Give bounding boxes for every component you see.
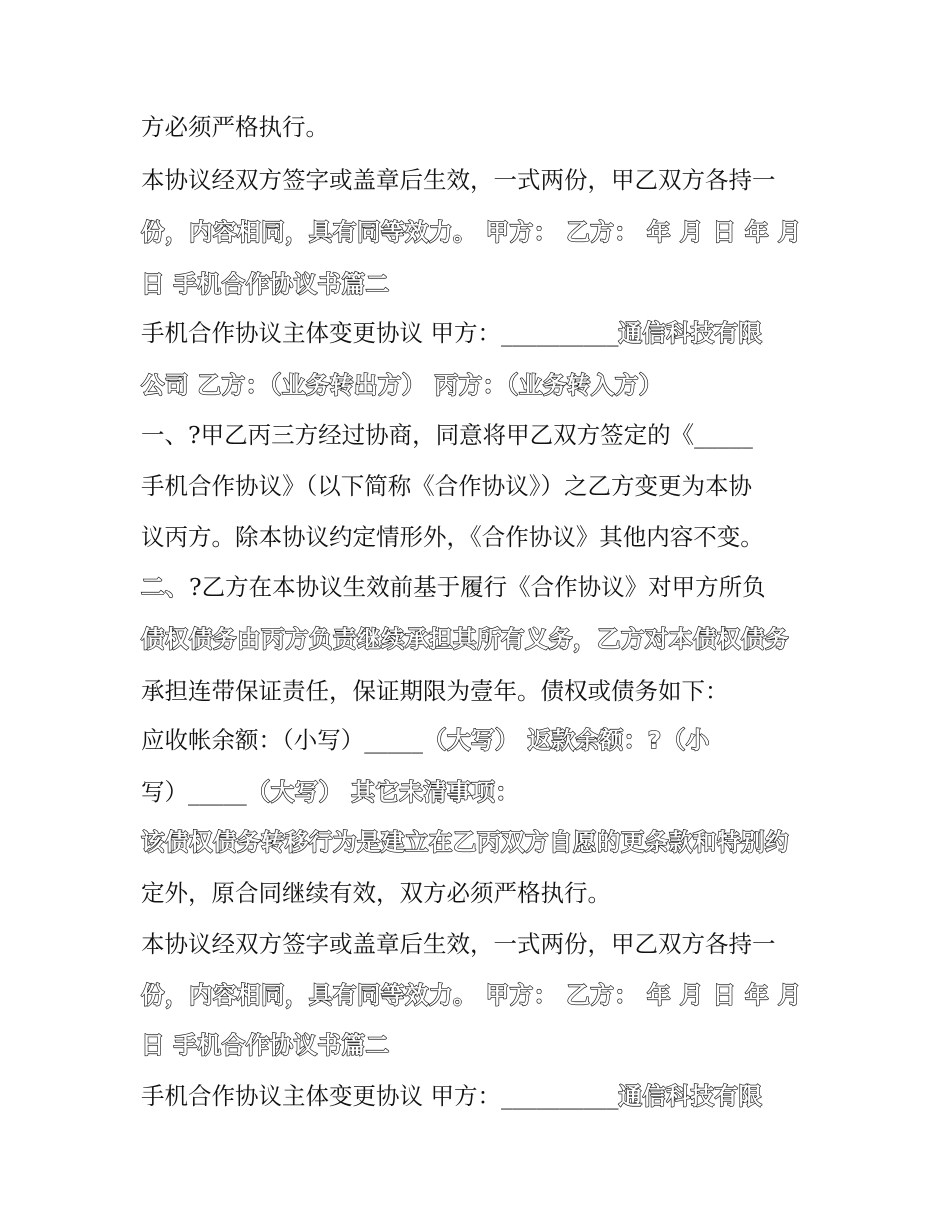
text-line — [141, 720, 710, 760]
section-heading: 日 手机合作协议书篇二 — [141, 1031, 390, 1059]
text-line — [141, 619, 789, 659]
text-line — [141, 365, 663, 405]
text-line — [141, 822, 789, 862]
text-segment: （大写） 其它未清事项： — [246, 778, 520, 806]
text-segment: 应收帐余额：（小写）_____ — [141, 726, 423, 754]
text-segment: 手机合作协议主体变更协议 甲方：__________ — [141, 319, 619, 347]
text-segment: 份，内容相同，具有同等效力。 甲方： 乙方： 年 月 日 年 月 — [141, 981, 802, 1009]
text-segment: 通信科技有限 — [618, 1082, 763, 1110]
text-segment: 本协议经双方签字或盖章后生效，一式两份，甲乙双方各持一 — [141, 166, 776, 194]
text-segment: 手机合作协议主体变更协议 甲方：__________ — [141, 1082, 619, 1110]
text-segment: 议丙方。除本协议约定情形外，《合作协议》其他内容不变。 — [141, 523, 764, 551]
text-line — [141, 517, 764, 557]
text-segment: 债权债务由丙方负责继续承担其所有义务，乙方对本债权债务 — [141, 625, 789, 653]
text-segment: 本协议经双方签字或盖章后生效，一式两份，甲乙双方各持一 — [141, 930, 776, 958]
text-segment: 通信科技有限 — [618, 319, 763, 347]
text-segment: 手机合作协议》（以下简称《合作协议》）之乙方变更为本协 — [141, 472, 752, 500]
text-line — [141, 567, 766, 607]
text-line — [141, 873, 611, 913]
text-segment: （大写） 返款余额：?（小 — [423, 726, 710, 754]
text-segment: 方必须严格执行。 — [141, 113, 329, 141]
text-line — [141, 264, 390, 304]
text-segment: 公司 乙方：（业务转出方） 丙方：（业务转入方） — [141, 371, 663, 399]
text-segment: 二、 — [141, 573, 189, 601]
text-segment: 定外，原合同继续有效，双方必须严格执行。 — [141, 879, 611, 907]
text-line — [141, 671, 729, 711]
text-line — [141, 313, 762, 353]
text-line — [141, 924, 776, 964]
text-segment: 份，内容相同，具有同等效力。 甲方： 乙方： 年 月 日 年 月 — [141, 218, 802, 246]
text-line — [141, 1076, 762, 1116]
text-segment: 写）_____ — [141, 778, 247, 806]
text-segment: 一、?甲乙丙三方经过协商，同意将甲乙双方签定的《_____ — [141, 421, 753, 449]
text-line — [141, 212, 802, 252]
text-line — [141, 772, 519, 812]
text-line — [141, 107, 329, 147]
text-line — [141, 160, 776, 200]
text-line — [141, 1025, 390, 1065]
text-segment: 承担连带保证责任，保证期限为壹年。债权或债务如下： — [141, 677, 729, 705]
text-line — [141, 415, 753, 455]
text-segment: ?乙方在本协议生效前基于履行《合作协议》对甲方所负 — [189, 573, 766, 601]
text-line — [141, 975, 802, 1015]
text-line — [141, 466, 752, 506]
text-segment: 该债权债务转移行为是建立在乙丙双方自愿的更条款和特别约 — [141, 828, 789, 856]
section-heading: 日 手机合作协议书篇二 — [141, 270, 390, 298]
